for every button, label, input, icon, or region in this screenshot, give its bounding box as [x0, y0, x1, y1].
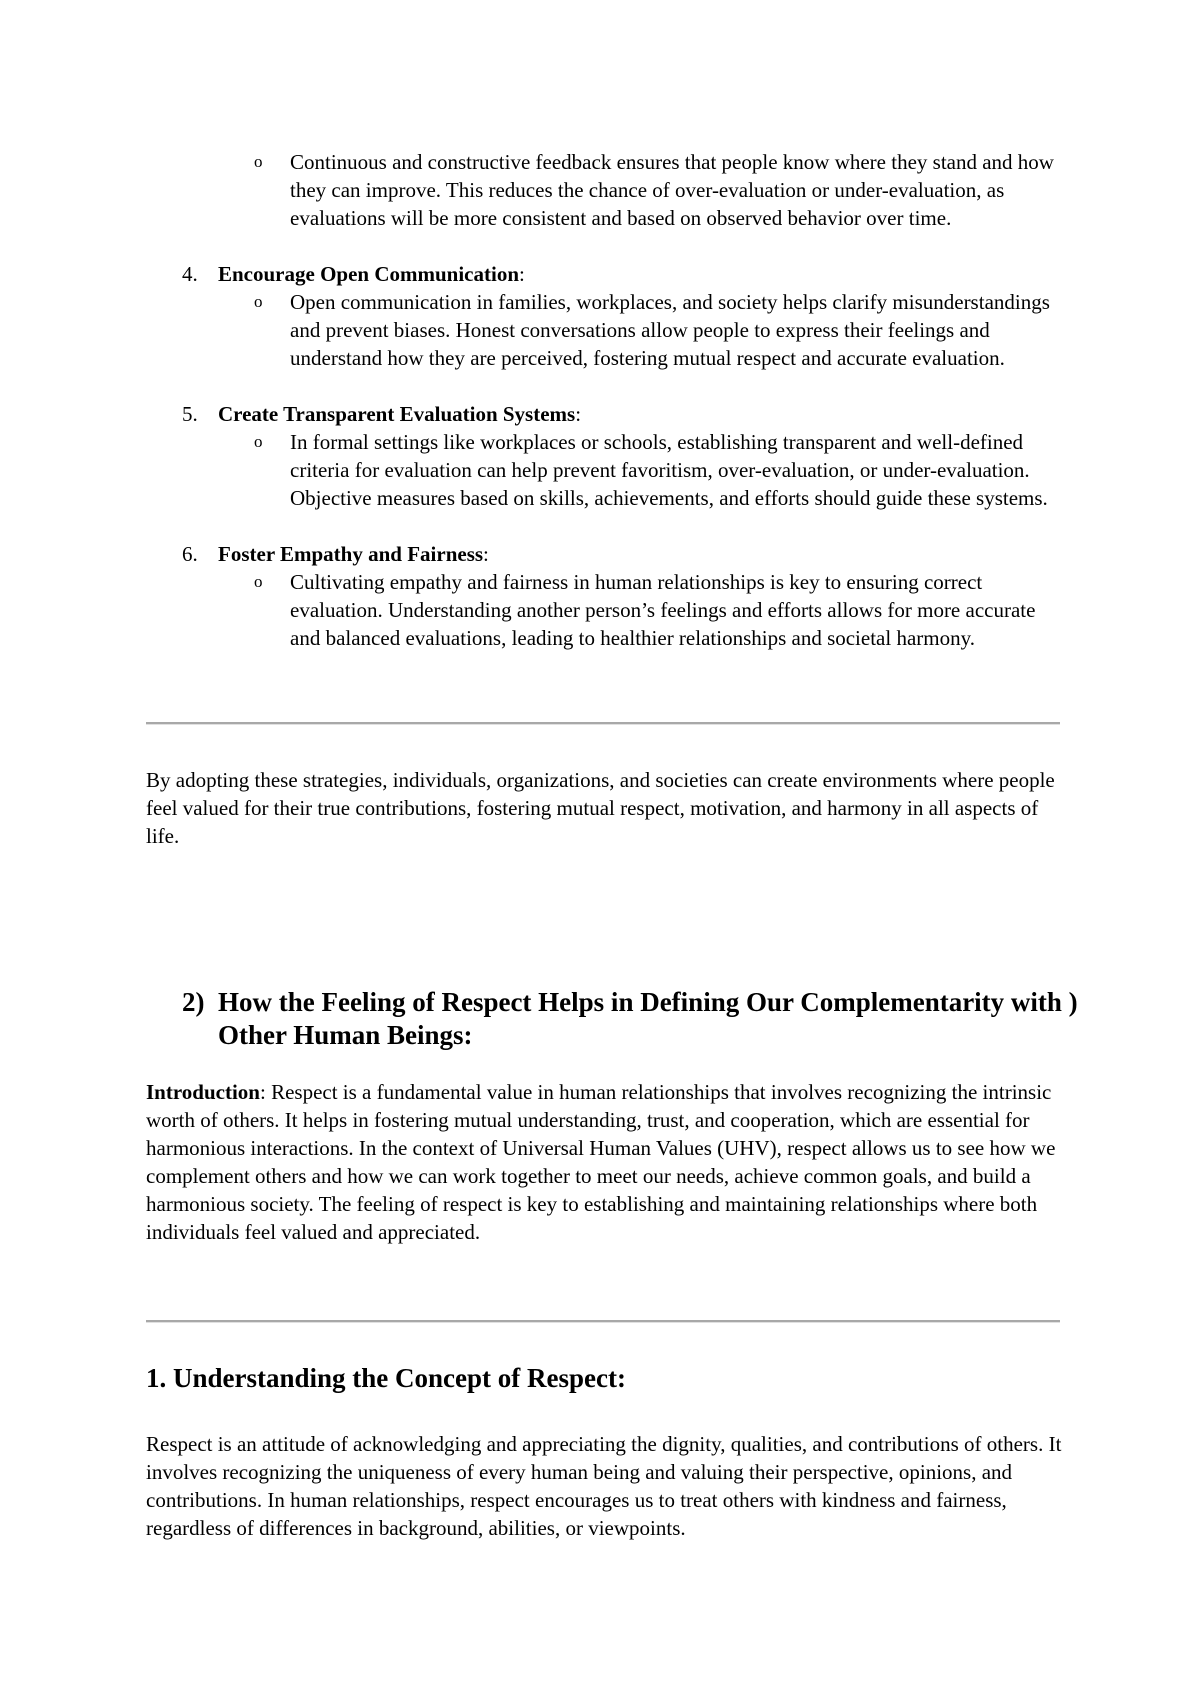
bullet-icon: o: [254, 432, 263, 451]
list-item-suffix: :: [519, 262, 525, 286]
introduction-label: Introduction: [146, 1080, 260, 1104]
section-number: 2): [182, 987, 205, 1017]
introduction-paragraph: [146, 1078, 1066, 1246]
respect-concept-paragraph: Respect is an attitude of acknowledging and appreciating the dignity, qualities, and contributions of others. It involves recognizing the uniqueness of every human being and valuing their perspective, opinions, and contributions. In human relationships, respect encourages us to treat others with kindness and fairness, regardless of differences in background, abilities, or viewpoints.: [146, 1432, 1062, 1540]
list-item-number: 6.: [182, 542, 198, 566]
conclusion-paragraph: By adopting these strategies, individuals, organizations, and societies can create environments where people feel valued for their true contributions, fostering mutual respect, motivation, and harmony in all aspects of life.: [146, 768, 1055, 848]
list-sub-item-text: Continuous and constructive feedback ensures that people know where they stand and how they can improve. This reduces the chance of over-evaluation or under-evaluation, as evaluations will be more consistent and based on observed behavior over time.: [290, 150, 1054, 230]
section-heading-text: How the Feeling of Respect Helps in Defining Our Complementarity with ) Other Human Beings:: [218, 987, 1078, 1050]
list-item-title: Create Transparent Evaluation Systems: [218, 402, 576, 426]
list-item-number: 4.: [182, 262, 198, 286]
list-item-number: 5.: [182, 402, 198, 426]
bullet-icon: o: [254, 572, 263, 591]
list-sub-item-text: Cultivating empathy and fairness in human relationships is key to ensuring correct evaluation. Understanding another person’s feelings and efforts allows for more accurate and balanced evaluations, leading to healthier relationships and societal harmony.: [290, 570, 1036, 650]
list-item-title: Foster Empathy and Fairness: [218, 542, 484, 566]
list-item-suffix: :: [575, 402, 582, 426]
list-sub-item-text: Open communication in families, workplaces, and society helps clarify misunderstandings and prevent biases. Honest conversations allow people to express their feelings and understand how they are perceived, fostering mutual respect and accurate evaluation.: [290, 290, 1050, 370]
subsection-heading: 1. Understanding the Concept of Respect:: [146, 1363, 626, 1393]
bullet-icon: o: [254, 292, 263, 311]
horizontal-rule: [146, 1320, 1060, 1323]
list-item-title: Encourage Open Communication: [218, 262, 520, 286]
introduction-text: : Respect is a fundamental value in human relationships that involves recognizing the intrinsic worth of others. It helps in fostering mutual understanding, trust, and cooperation, which are essential for harmonious interactions. In the context of Universal Human Values (UHV), respect allows us to see how we complement others and how we can work together to meet our needs, achieve common goals, and build a harmonious society. The feeling of respect is key to establishing and maintaining relationships where both individuals feel valued and appreciated.: [146, 1080, 1056, 1244]
bullet-icon: o: [254, 152, 263, 171]
list-sub-item-text: In formal settings like workplaces or schools, establishing transparent and well-defined criteria for evaluation can help prevent favoritism, over-evaluation, or under-evaluation. Objective measures based on skills, achievements, and efforts should guide these systems.: [290, 430, 1048, 510]
list-item-suffix: :: [483, 542, 489, 566]
horizontal-rule: [146, 722, 1060, 725]
